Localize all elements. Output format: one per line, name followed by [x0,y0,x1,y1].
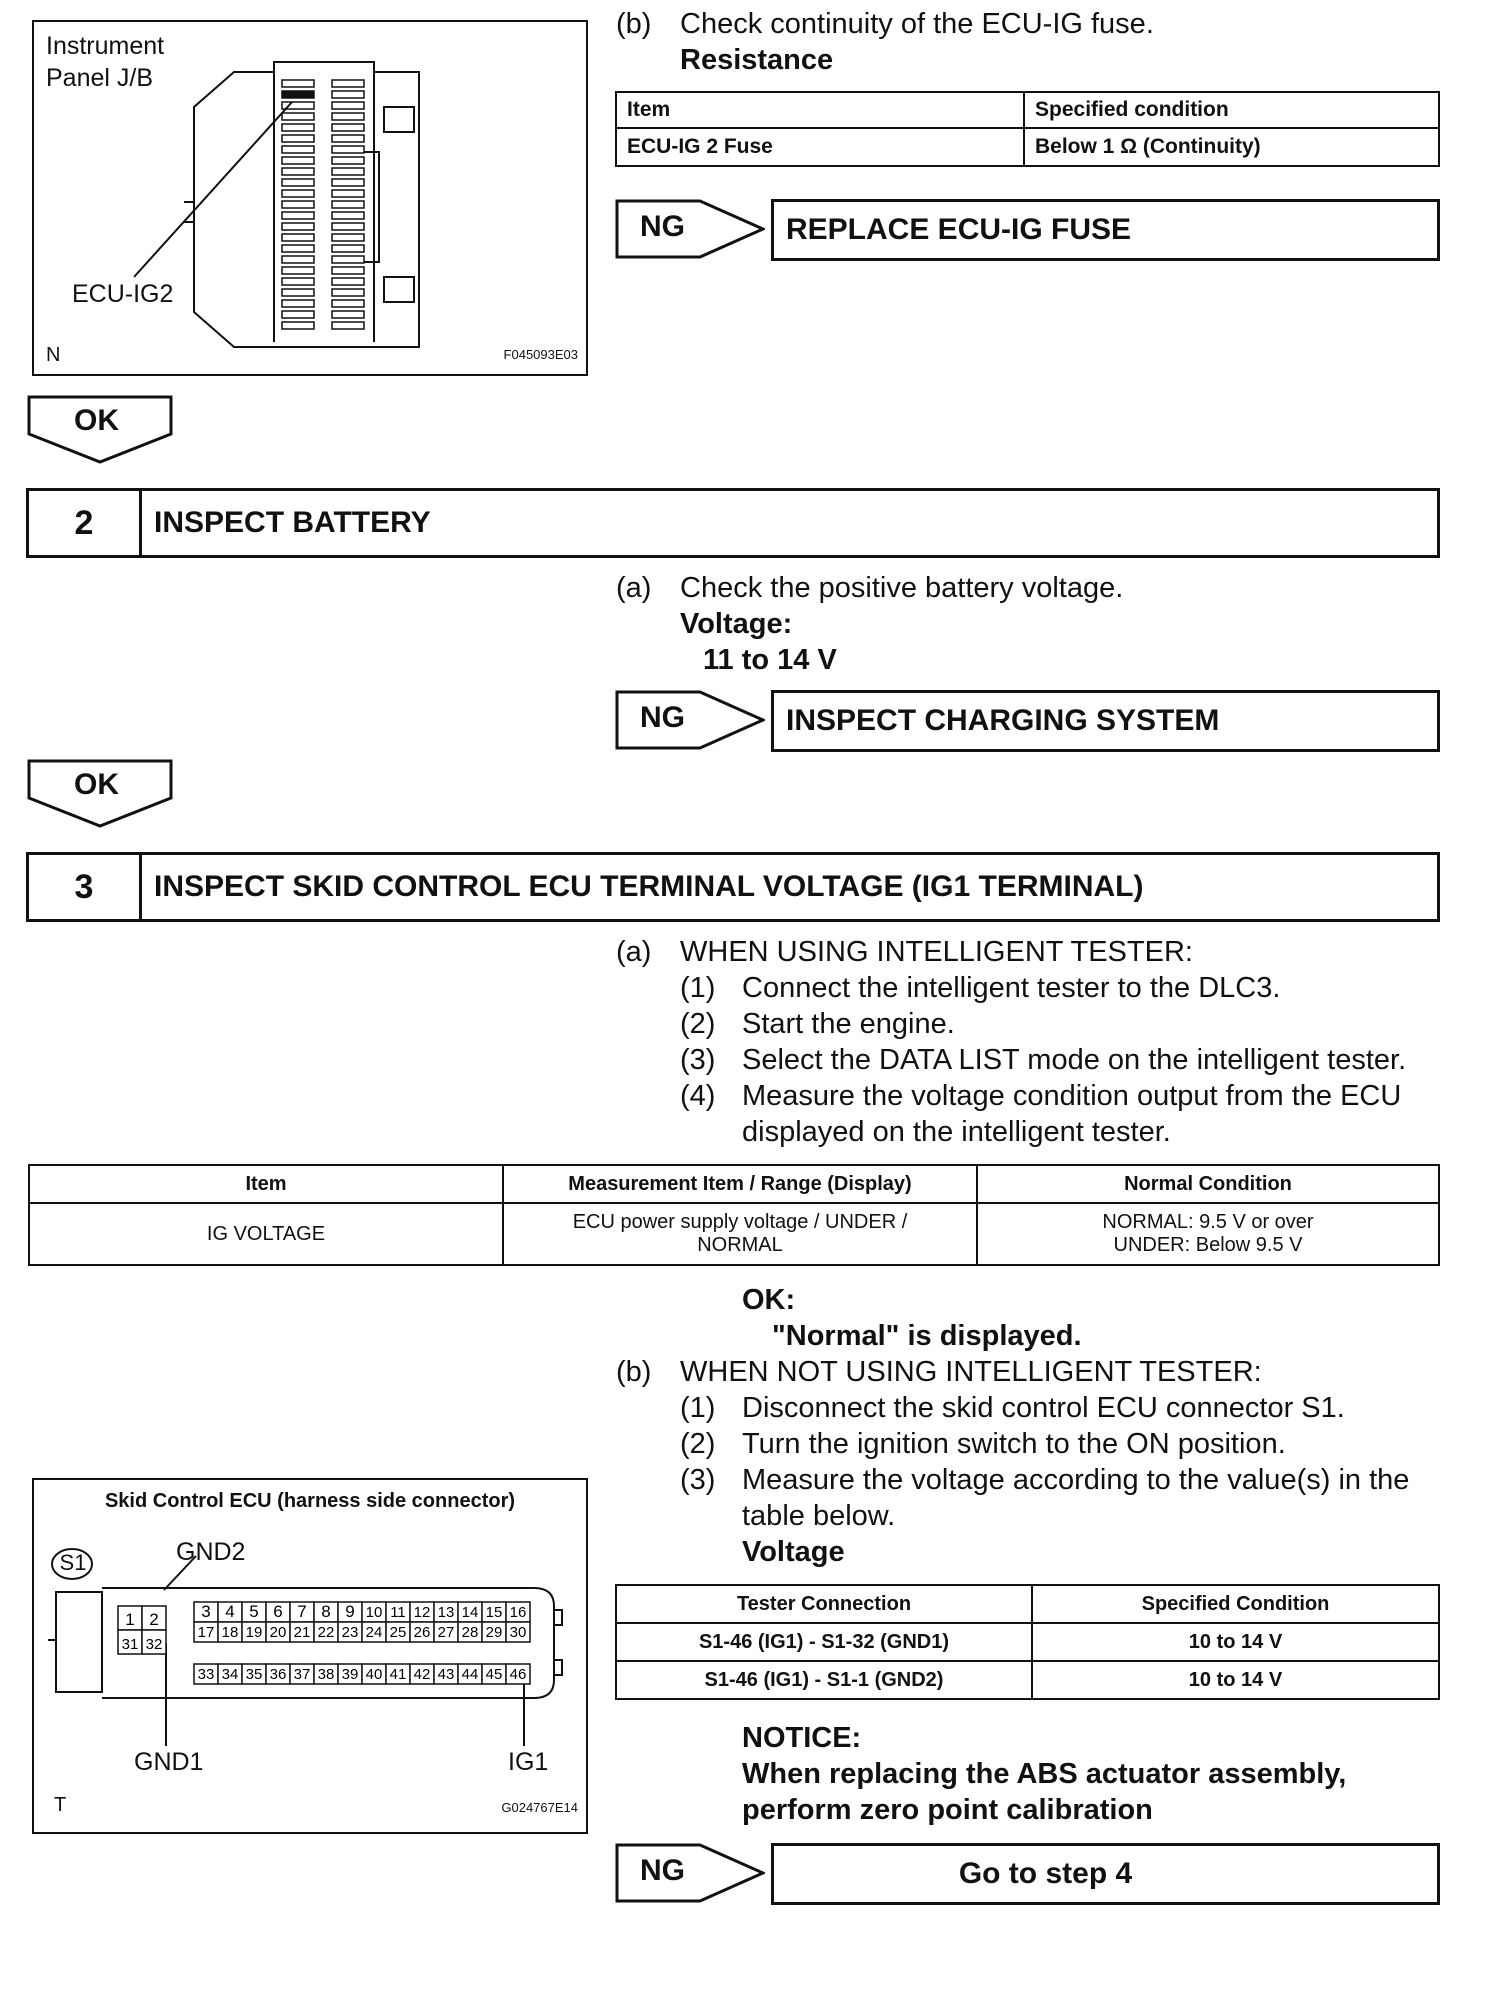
pin-number: 6 [273,1602,283,1621]
pin-number: 24 [365,1624,383,1641]
ng-arrow-3 [615,1843,765,1903]
step2-a-text: Check the positive battery voltage. [680,572,1124,604]
table-header-row [616,92,1439,128]
pin-number: 11 [390,1604,406,1621]
callout-ecu-ig2: ECU-IG2 [72,280,174,308]
pin-number: 32 [145,1636,163,1653]
ng-action-replace-fuse: REPLACE ECU-IG FUSE [771,199,1440,261]
pin-number: 23 [341,1624,359,1641]
fuse-slot [282,311,314,318]
notice-line1: When replacing the ABS actuator assembly, [742,1758,1347,1790]
figure-corner-left: T [54,1794,67,1816]
fuse-slot [282,223,314,230]
fuse-slot [332,80,364,87]
pin-number: 12 [413,1604,431,1621]
fuse-slot [282,212,314,219]
fuse-slot [332,278,364,285]
label-gnd1: GND1 [134,1748,204,1776]
fuse-slot [282,179,314,186]
junction-block-drawing [34,22,586,374]
pin-number: 9 [345,1602,355,1621]
step-3-header [26,852,1440,922]
fuse-slot [332,311,364,318]
step-title: INSPECT BATTERY [154,506,431,539]
a-item-n: (4) [680,1080,716,1112]
resistance-heading: Resistance [680,44,834,76]
measurement-line2: NORMAL [697,1234,783,1256]
pin-number: 27 [437,1624,455,1641]
connector-s1-drawing [34,1480,586,1832]
fuse-slot [282,113,314,120]
pin-number: 29 [485,1624,503,1641]
ng-arrow-2 [615,690,765,750]
figure-title: Skid Control ECU (harness side connector) [104,1490,516,1512]
condition-line2: UNDER: Below 9.5 V [1113,1234,1303,1256]
fuse-slot [332,300,364,307]
pin-number: 20 [269,1624,287,1641]
fuse-slot [332,267,364,274]
table-header-item: Item [616,92,1024,128]
pin-number: 42 [413,1666,431,1683]
ng-arrow-1 [615,199,765,259]
b-item-text: Turn the ignition switch to the ON position. [742,1428,1286,1460]
pin-number: 2 [149,1610,159,1629]
pin-number: 18 [221,1624,239,1641]
figure-code: F045093E03 [503,347,578,362]
fuse-slot [282,245,314,252]
ng-label-2: NG [640,701,685,734]
fuse-slot [332,146,364,153]
fuse-slot [332,190,364,197]
instrument-panel-jb-figure [32,20,588,376]
fuse-slot [332,113,364,120]
a-item-text-cont: displayed on the intelligent tester. [742,1116,1171,1148]
pin-number: 34 [221,1666,239,1683]
pin-number: 25 [389,1624,407,1641]
b-item-n: (3) [680,1464,716,1496]
step-number: 2 [29,491,142,555]
fuse-slot [282,256,314,263]
step1-b-marker: (b) [616,8,652,40]
step2-a-marker: (a) [616,572,652,604]
figure-corner-left: N [46,344,61,366]
table-cell-condition: 10 to 14 V [1032,1661,1439,1699]
fuse-slot [332,245,364,252]
voltage-heading: Voltage [742,1536,845,1568]
figure-label-line2: Panel J/B [46,64,154,92]
notice-heading: NOTICE: [742,1722,862,1754]
ok-value: "Normal" is displayed. [772,1320,1082,1352]
connector-id-s1: S1 [59,1550,87,1575]
pin-number: 5 [249,1602,259,1621]
fuse-slot [282,80,314,87]
pin-number: 17 [197,1624,215,1641]
voltage-table [615,1584,1440,1700]
notice-line2: perform zero point calibration [742,1794,1153,1826]
step3-a-marker: (a) [616,936,652,968]
pin-number: 3 [201,1602,211,1621]
fuse-slot [332,157,364,164]
step-2-header [26,488,1440,558]
pin-number: 39 [341,1666,359,1683]
a-item-text: Connect the intelligent tester to the DLC3. [742,972,1281,1004]
pin-number: 46 [509,1666,527,1683]
pin-number: 1 [125,1610,135,1629]
pin-number: 16 [509,1604,527,1621]
table-cell-condition: 10 to 14 V [1032,1623,1439,1661]
pin-number: 33 [197,1666,215,1683]
resistance-table [615,91,1440,167]
b-item-n: (2) [680,1428,716,1460]
fuse-slot [282,322,314,329]
fuse-slot [282,201,314,208]
label-gnd2: GND2 [176,1538,246,1566]
ng-action-go-to-step-4: Go to step 4 [771,1843,1440,1905]
pin-number: 4 [225,1602,235,1621]
fuse-slot-ecu-ig2 [282,91,314,98]
fuse-slot [282,168,314,175]
b-item-text-cont: table below. [742,1500,896,1532]
table-header-row [616,1585,1439,1623]
table-cell-item: IG VOLTAGE [29,1203,503,1265]
table-cell-item: ECU-IG 2 Fuse [616,128,1024,166]
table-cell-measurement [503,1203,977,1265]
fuse-slot [282,124,314,131]
a-item-text: Measure the voltage condition output from the ECU [742,1080,1402,1112]
table-header-row [29,1165,1439,1203]
fuse-slot [332,91,364,98]
table-header-normal-condition: Normal Condition [977,1165,1439,1203]
pin-number: 40 [365,1666,383,1683]
table-header-measurement: Measurement Item / Range (Display) [503,1165,977,1203]
ok-label-1: OK [74,404,119,437]
pin-number: 36 [269,1666,287,1683]
measurement-line1: ECU power supply voltage / UNDER / [572,1211,908,1233]
fuse-slot [332,256,364,263]
fuse-slot [332,179,364,186]
fuse-slot [332,201,364,208]
pin-number: 13 [437,1604,455,1621]
table-header-condition: Specified Condition [1032,1585,1439,1623]
step3-a-text: WHEN USING INTELLIGENT TESTER: [680,936,1193,968]
fuse-slot [282,146,314,153]
voltage-heading: Voltage: [680,608,793,640]
pin-number: 37 [293,1666,311,1683]
a-item-n: (2) [680,1008,716,1040]
figure-label-line1: Instrument [46,32,165,60]
table-row [616,128,1439,166]
fuse-slot [282,267,314,274]
label-ig1: IG1 [508,1748,549,1776]
fuse-slot [332,223,364,230]
pin-number: 41 [389,1666,407,1683]
skid-control-ecu-figure [32,1478,588,1834]
fuse-slot [282,135,314,142]
table-header-connection: Tester Connection [616,1585,1032,1623]
table-header-condition: Specified condition [1024,92,1439,128]
pin-number: 30 [509,1624,527,1641]
ng-action-charging: INSPECT CHARGING SYSTEM [771,690,1440,752]
step1-b-text: Check continuity of the ECU-IG fuse. [680,8,1154,40]
tester-table [28,1164,1440,1266]
b-item-text: Disconnect the skid control ECU connector S1. [742,1392,1345,1424]
fuse-slot [332,322,364,329]
fuse-slot [332,124,364,131]
table-cell-connection: S1-46 (IG1) - S1-32 (GND1) [616,1623,1032,1661]
pin-number: 43 [437,1666,455,1683]
pin-number: 10 [365,1604,383,1621]
pin-number: 31 [121,1636,139,1653]
fuse-slot [282,234,314,241]
pin-number: 7 [297,1602,307,1621]
pin-number: 8 [321,1602,331,1621]
step3-b-marker: (b) [616,1356,652,1388]
b-item-n: (1) [680,1392,716,1424]
step-number: 3 [29,855,142,919]
ng-label-3: NG [640,1854,685,1887]
fuse-slot [282,278,314,285]
pin-number: 26 [413,1624,431,1641]
b-item-text: Measure the voltage according to the value(s) in the [742,1464,1410,1496]
pin-number: 19 [245,1624,263,1641]
a-item-text: Select the DATA LIST mode on the intelligent tester. [742,1044,1407,1076]
fuse-slot [332,135,364,142]
a-item-n: (1) [680,972,716,1004]
fuse-slot [332,234,364,241]
pin-number: 22 [317,1624,335,1641]
condition-line1: NORMAL: 9.5 V or over [1102,1211,1314,1233]
table-cell-condition [977,1203,1439,1265]
table-row [616,1661,1439,1699]
pin-number: 28 [461,1624,479,1641]
ng-label-1: NG [640,210,685,243]
table-cell-connection: S1-46 (IG1) - S1-1 (GND2) [616,1661,1032,1699]
table-header-item: Item [29,1165,503,1203]
a-item-text: Start the engine. [742,1008,955,1040]
fuse-slot [282,157,314,164]
fuse-slot [332,168,364,175]
a-item-n: (3) [680,1044,716,1076]
fuse-slot [332,289,364,296]
fuse-slot [282,190,314,197]
step3-b-text: WHEN NOT USING INTELLIGENT TESTER: [680,1356,1262,1388]
table-row [29,1203,1439,1265]
fuse-slot [282,300,314,307]
fuse-slot [282,289,314,296]
pin-number: 38 [317,1666,335,1683]
ok-heading: OK: [742,1284,796,1316]
table-cell-condition: Below 1 Ω (Continuity) [1024,128,1439,166]
ok-label-2: OK [74,768,119,801]
fuse-slot [332,102,364,109]
pin-number: 35 [245,1666,263,1683]
pin-number: 21 [293,1624,311,1641]
pin-number: 44 [461,1666,479,1683]
step-title: INSPECT SKID CONTROL ECU TERMINAL VOLTAGE (IG1 TERMINAL) [154,870,1144,903]
voltage-value: 11 to 14 V [703,644,837,676]
fuse-slot [332,212,364,219]
table-row [616,1623,1439,1661]
pin-number: 15 [485,1604,503,1621]
figure-code: G024767E14 [501,1800,578,1815]
pin-number: 45 [485,1666,503,1683]
pin-number: 14 [461,1604,479,1621]
